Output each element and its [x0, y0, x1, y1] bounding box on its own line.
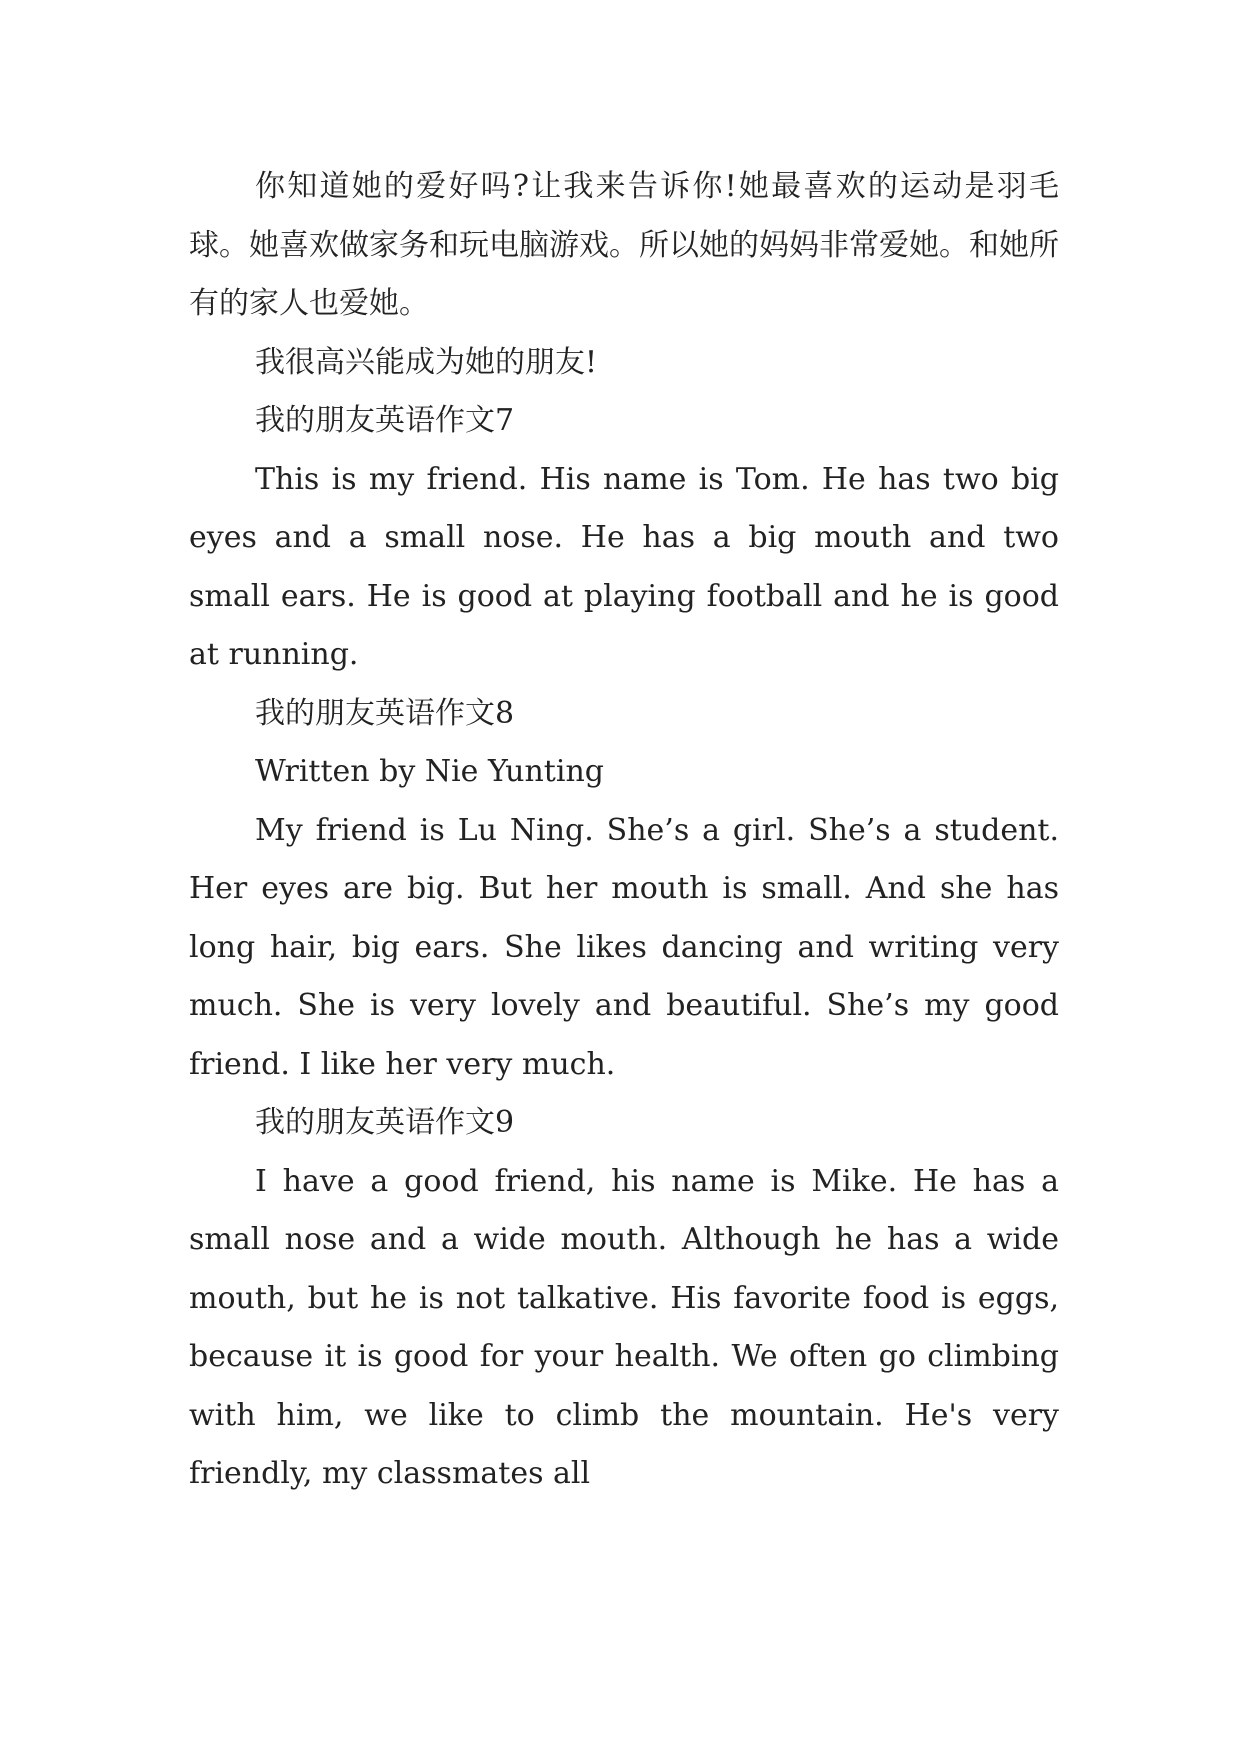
essay-author-8: Written by Nie Yunting: [255, 754, 604, 789]
essay-heading-9: 我的朋友英语作文9: [255, 1105, 515, 1140]
document-body: [189, 158, 1059, 1504]
paragraph-happy-friend: 我很高兴能成为她的朋友!: [255, 344, 598, 380]
essay-heading-7: 我的朋友英语作文7: [255, 403, 515, 438]
paragraph-essay-9: I have a good friend, his name is Mike. He has a small nose and a wide mouth. Although he has a wide mouth, but he is not talkative. His favorite food is eggs, because it is good for your health. We often go climbing with him, we like to climb the mountain. He's very friendly, my classmates all: [189, 1163, 1059, 1491]
paragraph-essay-7: This is my friend. His name is Tom. He has two big eyes and a small nose. He has a big mouth and two small ears. He is good at playing football and he is good at running.: [189, 461, 1059, 672]
essay-heading-8: 我的朋友英语作文8: [255, 695, 515, 731]
paragraph-essay-8: My friend is Lu Ning. She’s a girl. She’s a student. Her eyes are big. But her mouth is small. And she has long hair, big ears. She likes dancing and writing very much. She is very lovely and beautiful. She’s my good friend. I like her very much.: [189, 812, 1059, 1082]
paragraph-hobbies: 你知道她的爱好吗?让我来告诉你!她最喜欢的运动是羽毛球。她喜欢做家务和玩电脑游戏。所以她的妈妈非常爱她。和她所有的家人也爱她。: [189, 169, 1059, 321]
